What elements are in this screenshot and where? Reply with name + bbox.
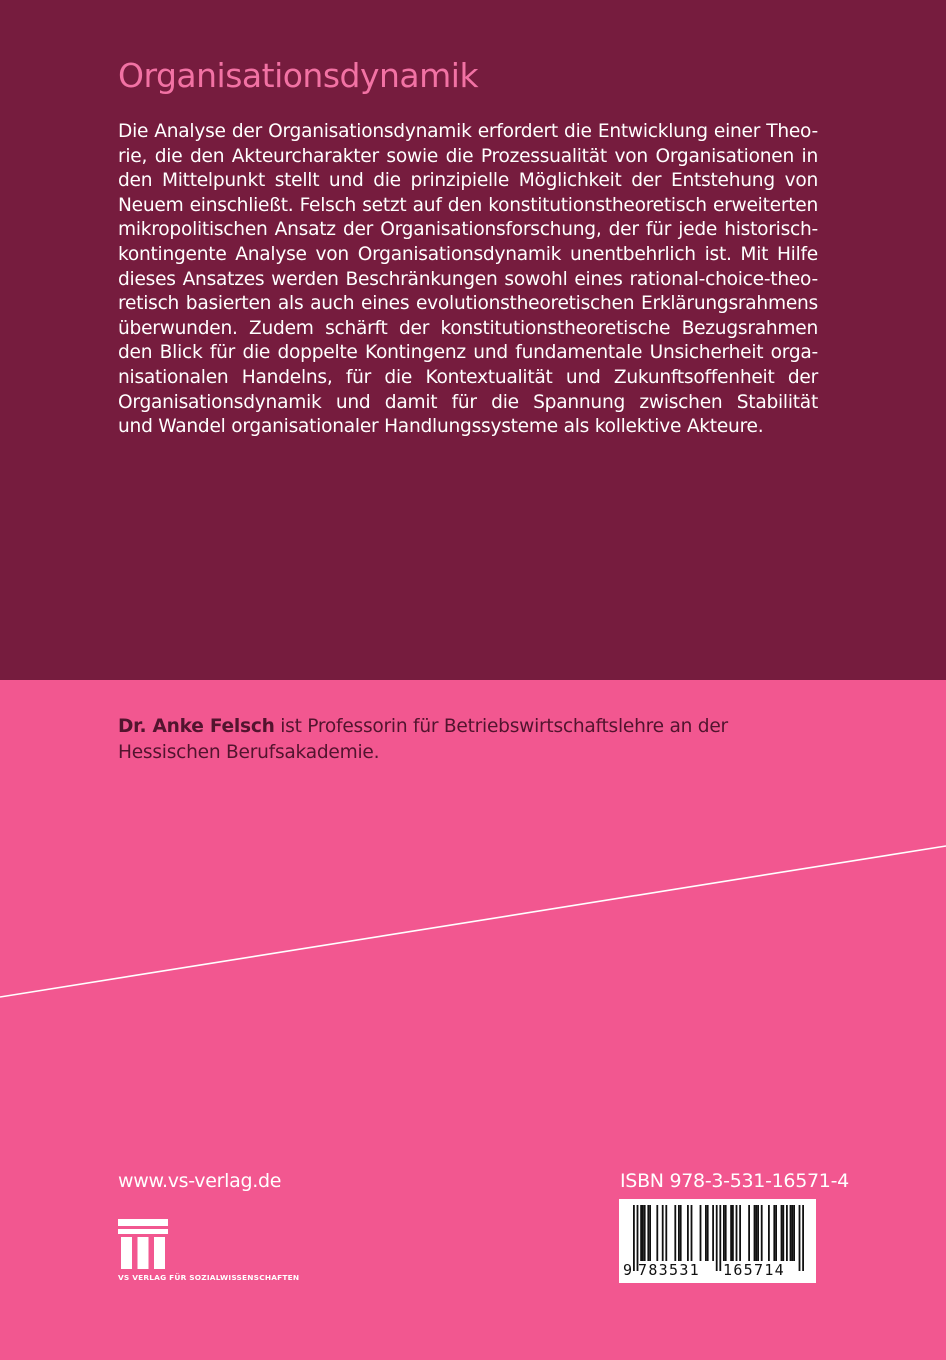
publisher-name: VS VERLAG FÜR SOZIALWISSENSCHAFTEN	[118, 1273, 300, 1282]
barcode-bar	[705, 1205, 707, 1261]
barcode-bar	[725, 1205, 727, 1261]
barcode-bar	[723, 1205, 725, 1261]
barcode-bar	[665, 1205, 667, 1261]
barcode-bar	[748, 1205, 750, 1261]
blurb-line: überwunden. Zudem schärft der konstitutionstheoretische Bezugsrahmen	[118, 317, 818, 339]
barcode-bar	[640, 1205, 642, 1261]
barcode-bar	[647, 1205, 649, 1261]
barcode-bar	[732, 1205, 734, 1261]
blurb-line: Neuem einschließt. Felsch setzt auf den konstitutionstheoretisch erweiterten	[118, 194, 818, 216]
barcode-bar	[757, 1205, 759, 1261]
barcode-bar	[642, 1205, 644, 1261]
barcode-bar	[687, 1205, 689, 1261]
barcode-bar	[739, 1205, 741, 1261]
barcode-bar	[680, 1205, 682, 1261]
barcode-bar	[768, 1205, 770, 1261]
barcode-bar	[674, 1205, 676, 1261]
barcode-bar	[649, 1205, 651, 1261]
barcode-bar	[791, 1205, 793, 1261]
isbn-label: ISBN 978-3-531-16571-4	[620, 1170, 849, 1192]
blurb-line: Organisationsdynamik und damit für die Spannung zwischen Stabilität	[118, 391, 818, 413]
barcode-bar	[712, 1205, 714, 1261]
isbn-barcode	[619, 1199, 816, 1283]
barcode-bar	[691, 1205, 693, 1261]
vs-verlag-logo-icon	[118, 1219, 168, 1269]
blurb-line: Die Analyse der Organisationsdynamik erfordert die Entwicklung einer Theo-	[118, 121, 818, 142]
barcode-bar	[754, 1205, 756, 1261]
barcode-digits	[619, 1261, 816, 1281]
barcode-bar	[755, 1205, 757, 1261]
author-name: Dr. Anke Felsch	[118, 716, 275, 737]
barcode-lead-digit: 9	[623, 1261, 633, 1279]
barcode-bar	[782, 1205, 784, 1261]
barcode-bar	[781, 1205, 783, 1261]
blurb-line: und Wandel organisationaler Handlungssysteme als kollektive Akteure.	[118, 416, 764, 438]
author-bio-line-2: Hessischen Berufsakademie.	[118, 742, 380, 763]
barcode-bar	[773, 1205, 775, 1261]
barcode-bar	[700, 1205, 702, 1261]
barcode-bar	[662, 1205, 664, 1261]
barcode-bar	[793, 1205, 795, 1261]
barcode-bar	[736, 1205, 738, 1261]
barcode-bar	[730, 1205, 732, 1261]
blurb-line: rie, die den Akteurcharakter sowie die Prozessualität von Organisationen in	[118, 145, 818, 167]
barcode-bar	[678, 1205, 680, 1261]
barcode-bar	[644, 1205, 646, 1261]
blurb-line: den Blick für die doppelte Kontingenz und fundamentale Unsicherheit orga-	[118, 342, 818, 364]
barcode-left-group: 783531	[638, 1261, 700, 1279]
blurb-line: kontingente Analyse von Organisationsdynamik unentbehrlich ist. Mit Hilfe	[118, 243, 818, 265]
barcode-bar	[790, 1205, 792, 1261]
blurb-line: den Mittelpunkt stellt und die prinzipielle Möglichkeit der Entstehung von	[118, 170, 818, 192]
barcode-bar	[786, 1205, 788, 1261]
author-bio-text: ist Professorin für Betriebswirtschaftslehre an der	[274, 716, 728, 737]
blurb-line: dieses Ansatzes werden Beschränkungen sowohl eines rational-choice-theo-	[118, 268, 818, 290]
blurb-line: retisch basierten als auch eines evolutionstheoretischen Erklärungsrahmens	[118, 293, 818, 315]
blurb-line: mikropolitischen Ansatz der Organisationsforschung, der für jede historisch-	[118, 219, 818, 241]
barcode-bar	[761, 1205, 763, 1261]
blurb-line: nisationalen Handelns, für die Kontextualität und Zukunftsoffenheit der	[118, 366, 818, 388]
barcode-right-group: 165714	[723, 1261, 785, 1279]
barcode-bar	[707, 1205, 709, 1261]
barcode-bar	[656, 1205, 658, 1261]
book-title: Organisationsdynamik	[118, 56, 479, 95]
barcode-bar	[775, 1205, 777, 1261]
publisher-website: www.vs-verlag.de	[118, 1170, 282, 1192]
